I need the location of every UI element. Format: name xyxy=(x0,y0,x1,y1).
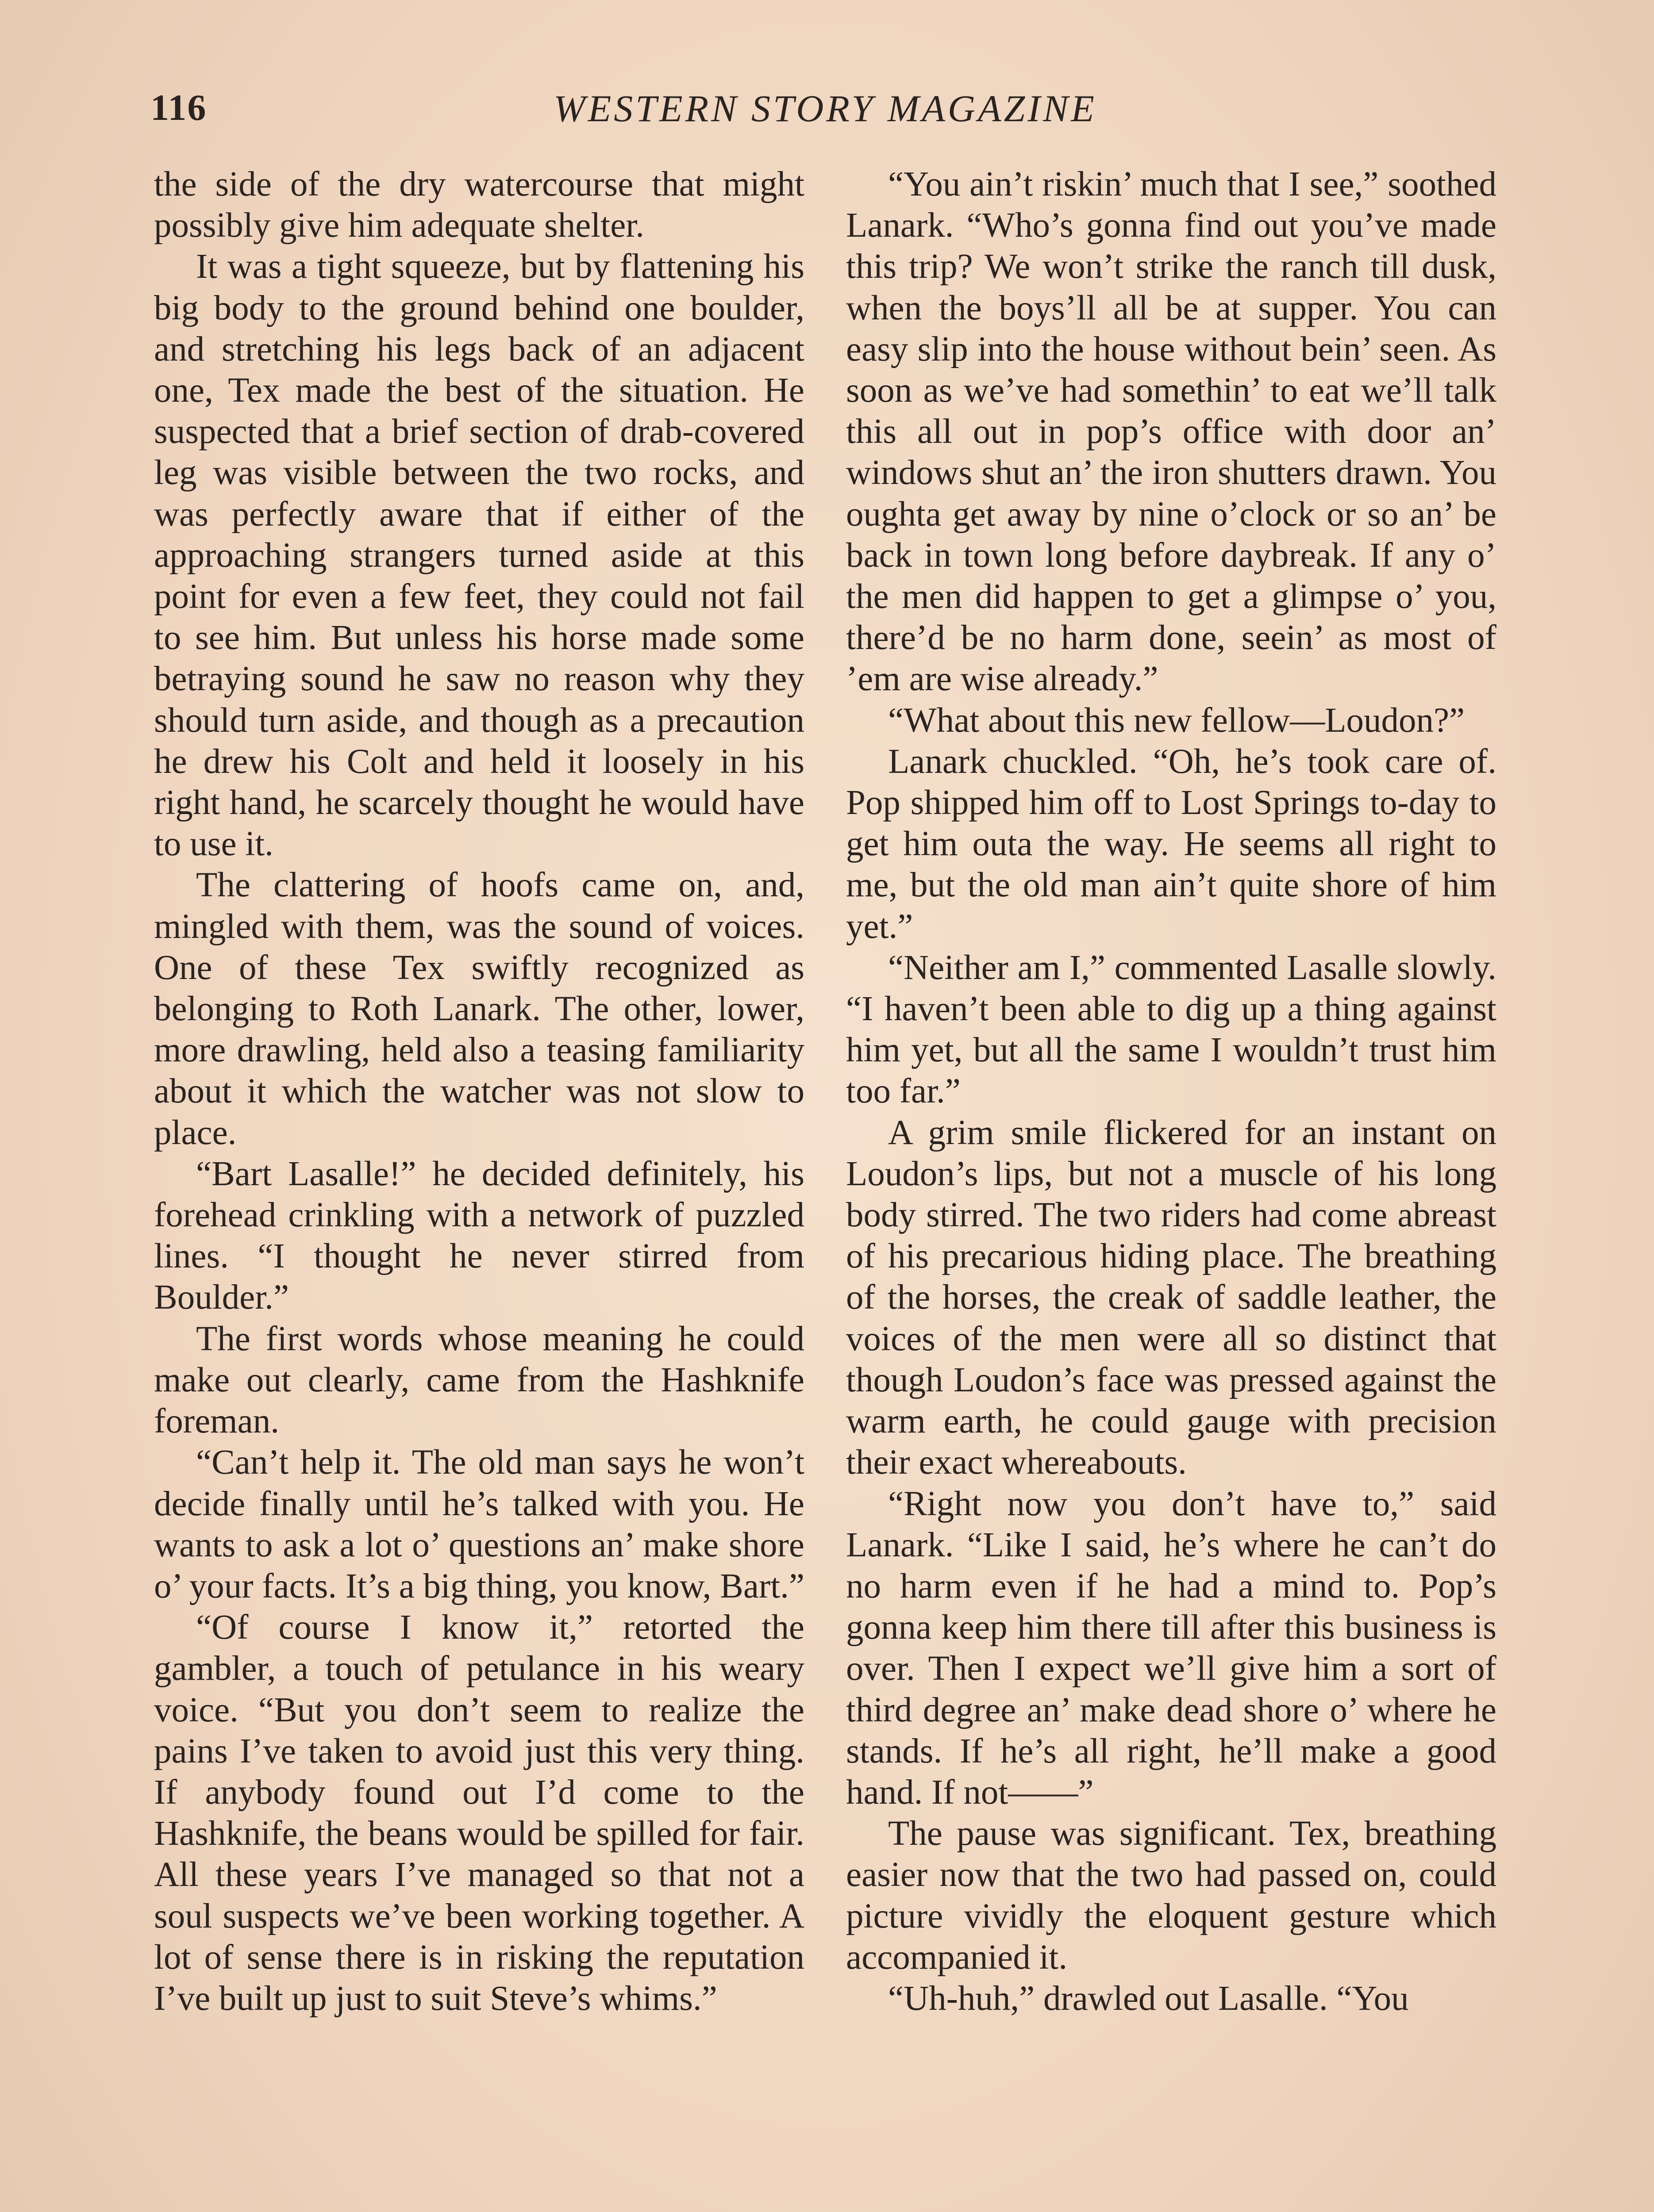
paragraph: “Bart Lasalle!” he decided definitely, his forehead crinkling with a network of puzzled lines. “I thought he never stirred from Boulder.” xyxy=(154,1154,804,1317)
magazine-title: WESTERN STORY MAGAZINE xyxy=(554,87,1097,130)
paragraph: “Right now you don’t have to,” said Lanark. “Like I said, he’s where he can’t do no harm even if he had a mind to. Pop’s gonna keep him there till after this business is over. Then I expect we’ll give him a sort of third degree an’ make dead shore o’ where he stands. If he’s all right, he’ll make a good hand. If not——” xyxy=(846,1484,1496,1812)
paragraph: “What about this new fellow—Loudon?” xyxy=(888,701,1465,740)
paragraph: “Uh-huh,” drawled out Lasalle. “You xyxy=(888,1979,1409,2018)
paragraph: “Of course I know it,” retorted the gambler, a touch of petulance in his weary voice. “But you don’t seem to realize the pains I’ve taken to avoid just this very thing. If anybody found out I’d come to the Hashknife, the beans would be spilled for fair. All these years I’ve managed so that not a soul suspects we’ve been working together. A lot of sense there is in risking the reputation I’ve built up just to suit Steve’s whims.” xyxy=(154,1608,804,2018)
left-column xyxy=(154,164,804,2019)
paragraph: “Can’t help it. The old man says he won’t decide finally until he’s talked with you. He wants to ask a lot o’ questions an’ make shore o’ your facts. It’s a big thing, you know, Bart.” xyxy=(154,1443,804,1605)
paragraph: The pause was significant. Tex, breathing easier now that the two had passed on, could picture vividly the eloquent gesture which accompanied it. xyxy=(846,1814,1496,1977)
paragraph: Lanark chuckled. “Oh, he’s took care of. Pop shipped him off to Lost Springs to-day to get him outa the way. He seems all right to me, but the old man ain’t quite shore of him yet.” xyxy=(846,742,1496,946)
paragraph: the side of the dry watercourse that might possibly give him adequate shelter. xyxy=(154,165,804,245)
paragraph: “Neither am I,” commented Lasalle slowly. “I haven’t been able to dig up a thing against him yet, but all the same I wouldn’t trust him too far.” xyxy=(846,948,1496,1111)
paragraph: It was a tight squeeze, but by flattening his big body to the ground behind one boulder, and stretching his legs back of an adjacent one, Tex made the best of the situation. He suspected that a brief section of drab-covered leg was visible between the two rocks, and was perfectly aware that if either of the approaching strangers turned aside at this point for even a few feet, they could not fail to see him. But unless his horse made some betraying sound he saw no reason why they should turn aside, and though as a precaution he drew his Colt and held it loosely in his right hand, he scarcely thought he would have to use it. xyxy=(154,247,804,864)
right-column xyxy=(846,164,1496,2019)
page-header xyxy=(150,86,1500,139)
paragraph: A grim smile flickered for an instant on Loudon’s lips, but not a muscle of his long body stirred. The two riders had come abreast of his precarious hiding place. The breathing of the horses, the creak of saddle leather, the voices of the men were all so distinct that though Loudon’s face was pressed against the warm earth, he could gauge with precision their exact whereabouts. xyxy=(846,1113,1496,1482)
paragraph: The first words whose meaning he could make out clearly, came from the Hashknife foreman. xyxy=(154,1319,804,1441)
paragraph: “You ain’t riskin’ much that I see,” soothed Lanark. “Who’s gonna find out you’ve made this trip? We won’t strike the ranch till dusk, when the boys’ll all be at supper. You can easy slip into the house without bein’ seen. As soon as we’ve had somethin’ to eat we’ll talk this all out in pop’s office with door an’ windows shut an’ the iron shutters drawn. You oughta get away by nine o’clock or so an’ be back in town long before daybreak. If any o’ the men did happen to get a glimpse o’ you, there’d be no harm done, seein’ as most of ’em are wise already.” xyxy=(846,165,1496,699)
page-number: 116 xyxy=(150,87,207,128)
paragraph: The clattering of hoofs came on, and, mingled with them, was the sound of voices. One of these Tex swiftly recognized as belonging to Roth Lanark. The other, lower, more drawling, held also a teasing familiarity about it which the watcher was not slow to place. xyxy=(154,866,804,1152)
